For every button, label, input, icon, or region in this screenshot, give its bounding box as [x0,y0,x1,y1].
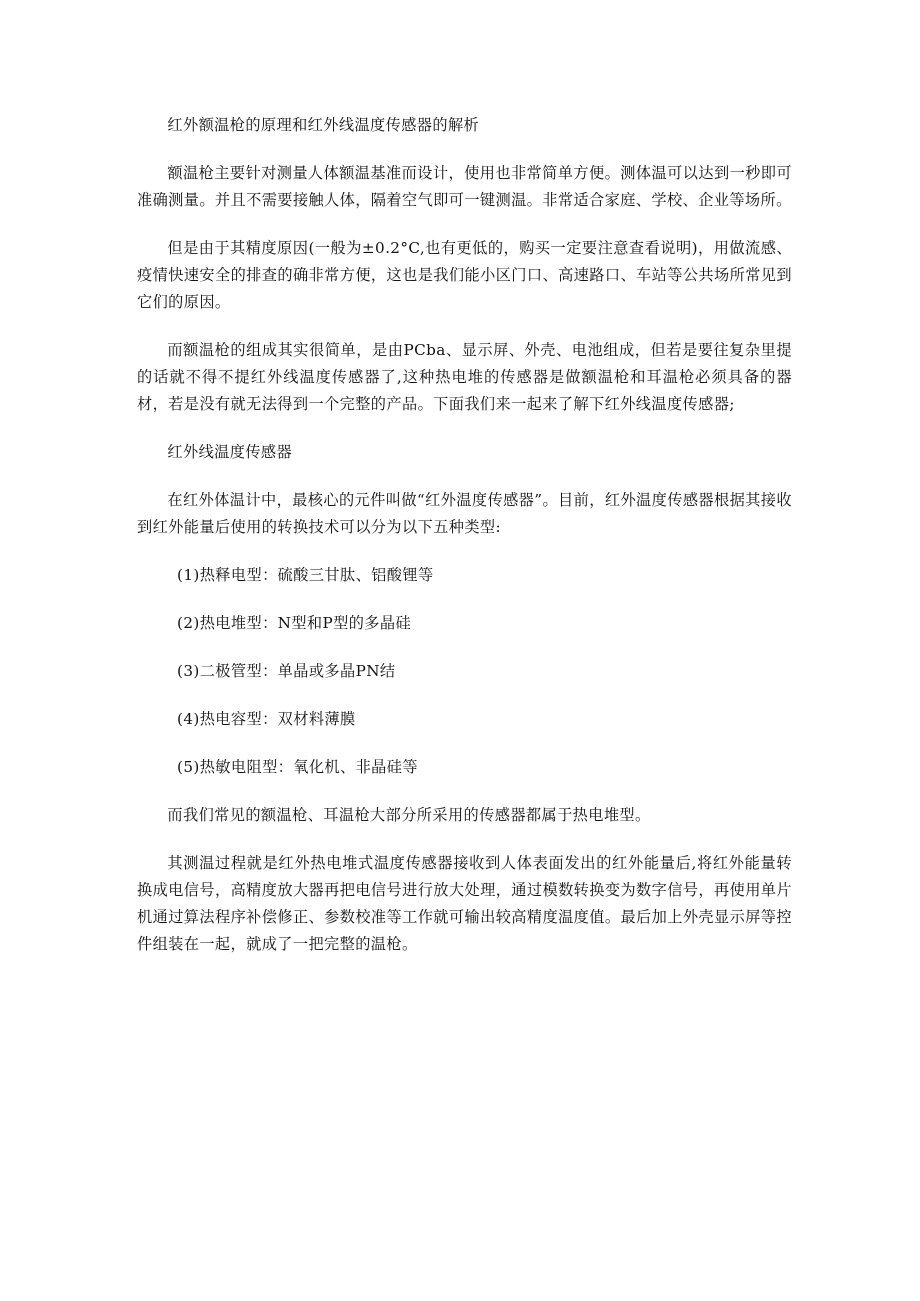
section-heading-infrared-sensor: 红外线温度传感器 [167,443,293,461]
paragraph-precision: 但是由于其精度原因(一般为±0.2°C,也有更低的，购买一定要注意查看说明)，用做流感、疫情快速安全的排查的确非常方便，这也是我们能小区门口、高速路口、车站等公共场所常见到它们的原因。 [137,239,792,311]
document-title: 红外额温枪的原理和红外线温度传感器的解析 [167,116,480,134]
sensor-type-item: (2)热电堆型：N型和P型的多晶硅 [177,614,412,632]
paragraph-components: 而额温枪的组成其实很简单，是由PCba、显示屏、外壳、电池组成，但若是要往复杂里提的话就不得不提红外线温度传感器了,这种热电堆的传感器是做额温枪和耳温枪必须具备的器材，若是没有就无法得到一个完整的产品。下面我们来一起来了解下红外线温度传感器; [137,341,792,413]
paragraph-measurement-process: 其测温过程就是红外热电堆式温度传感器接收到人体表面发出的红外能量后,将红外能量转换成电信号，高精度放大器再把电信号进行放大处理，通过模数转换变为数字信号，再使用单片机通过算法程序补偿修正、参数校准等工作就可输出较高精度温度值。最后加上外壳显示屏等控件组装在一起，就成了一把完整的温枪。 [137,854,792,953]
sensor-type-item: (4)热电容型：双材料薄膜 [177,710,356,728]
paragraph-intro-forehead-thermometer: 额温枪主要针对测量人体额温基准而设计，使用也非常简单方便。测体温可以达到一秒即可准确测量。并且不需要接触人体，隔着空气即可一键测温。非常适合家庭、学校、企业等场所。 [137,164,792,209]
paragraph-sensor-types-intro: 在红外体温计中，最核心的元件叫做“红外温度传感器”。目前，红外温度传感器根据其接收到红外能量后使用的转换技术可以分为以下五种类型: [137,491,792,536]
sensor-type-item: (3)二极管型：单晶或多晶PN结 [177,662,396,680]
sensor-type-item: (5)热敏电阻型：氧化机、非晶硅等 [177,758,418,776]
document-body [137,112,792,979]
sensor-type-item: (1)热释电型：硫酸三甘肽、铝酸锂等 [177,566,434,584]
paragraph-thermopile-note: 而我们常见的额温枪、耳温枪大部分所采用的传感器都属于热电堆型。 [167,806,651,824]
